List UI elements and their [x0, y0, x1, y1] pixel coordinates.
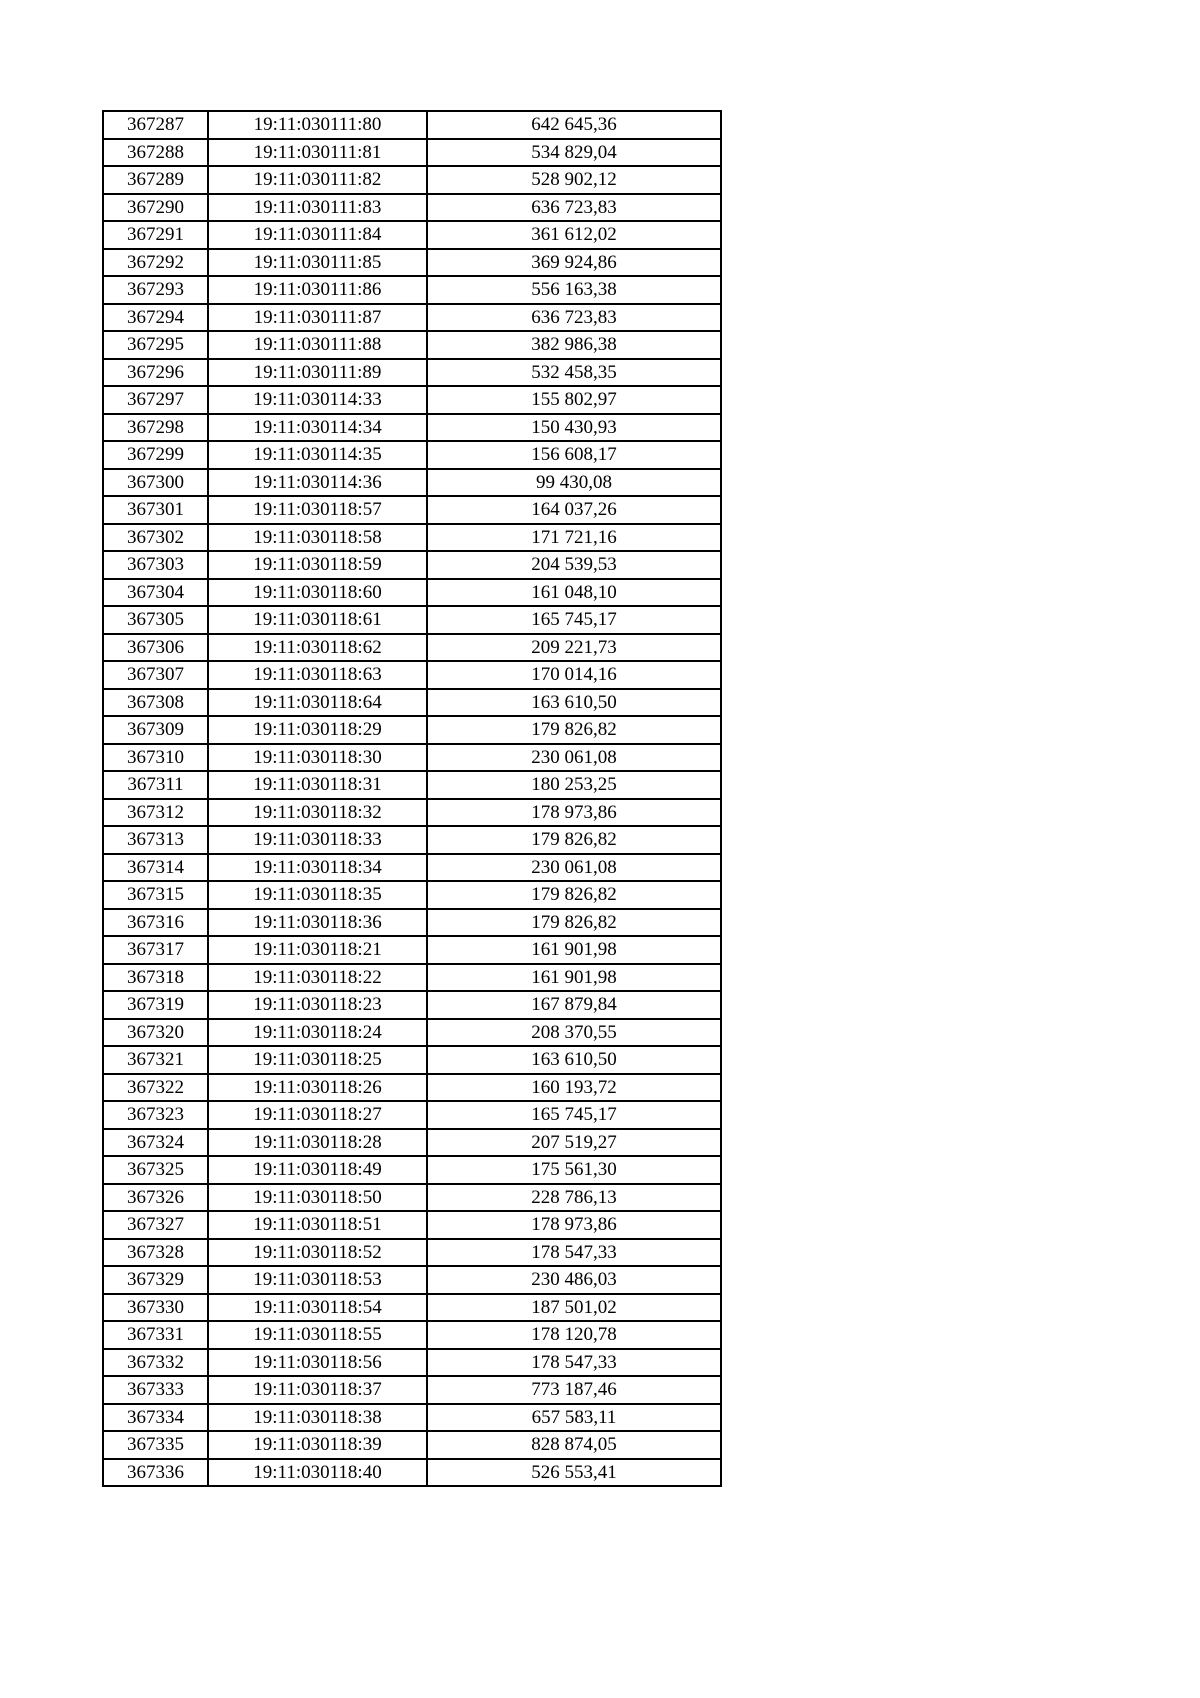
table-row — [103, 441, 721, 469]
cadastral-value-cell: 178 547,33 — [427, 1239, 721, 1267]
cadastral-number-cell: 19:11:030118:56 — [208, 1349, 427, 1377]
cadastral-number-cell: 19:11:030118:51 — [208, 1211, 427, 1239]
cadastral-number-cell: 19:11:030118:31 — [208, 771, 427, 799]
row-number-cell: 367301 — [103, 496, 208, 524]
cadastral-value-cell: 155 802,97 — [427, 386, 721, 414]
table-row — [103, 359, 721, 387]
table-row — [103, 1239, 721, 1267]
row-number-cell: 367321 — [103, 1046, 208, 1074]
cadastral-value-cell: 179 826,82 — [427, 909, 721, 937]
table-row — [103, 744, 721, 772]
row-number-cell: 367307 — [103, 661, 208, 689]
table-row — [103, 111, 721, 139]
table-row — [103, 386, 721, 414]
cadastral-value-cell: 532 458,35 — [427, 359, 721, 387]
cadastral-value-cell: 773 187,46 — [427, 1376, 721, 1404]
cadastral-value-cell: 209 221,73 — [427, 634, 721, 662]
cadastral-number-cell: 19:11:030118:59 — [208, 551, 427, 579]
row-number-cell: 367312 — [103, 799, 208, 827]
cadastral-number-cell: 19:11:030118:39 — [208, 1431, 427, 1459]
row-number-cell: 367332 — [103, 1349, 208, 1377]
row-number-cell: 367300 — [103, 469, 208, 497]
row-number-cell: 367320 — [103, 1019, 208, 1047]
table-row — [103, 1211, 721, 1239]
cadastral-number-cell: 19:11:030114:35 — [208, 441, 427, 469]
cadastral-value-cell: 642 645,36 — [427, 111, 721, 139]
cadastral-number-cell: 19:11:030118:61 — [208, 606, 427, 634]
cadastral-value-cell: 179 826,82 — [427, 826, 721, 854]
cadastral-value-cell: 230 061,08 — [427, 744, 721, 772]
row-number-cell: 367290 — [103, 194, 208, 222]
table-row — [103, 1321, 721, 1349]
cadastral-number-cell: 19:11:030118:60 — [208, 579, 427, 607]
cadastral-number-cell: 19:11:030118:52 — [208, 1239, 427, 1267]
cadastral-value-cell: 161 901,98 — [427, 964, 721, 992]
row-number-cell: 367311 — [103, 771, 208, 799]
table-row — [103, 716, 721, 744]
cadastral-value-cell: 657 583,11 — [427, 1404, 721, 1432]
table-row — [103, 524, 721, 552]
cadastral-number-cell: 19:11:030118:53 — [208, 1266, 427, 1294]
cadastral-number-cell: 19:11:030111:82 — [208, 166, 427, 194]
table-row — [103, 139, 721, 167]
row-number-cell: 367299 — [103, 441, 208, 469]
table-row — [103, 799, 721, 827]
cadastral-number-cell: 19:11:030118:28 — [208, 1129, 427, 1157]
cadastral-value-cell: 163 610,50 — [427, 1046, 721, 1074]
cadastral-value-cell: 208 370,55 — [427, 1019, 721, 1047]
row-number-cell: 367293 — [103, 276, 208, 304]
row-number-cell: 367319 — [103, 991, 208, 1019]
row-number-cell: 367324 — [103, 1129, 208, 1157]
cadastral-number-cell: 19:11:030114:34 — [208, 414, 427, 442]
cadastral-number-cell: 19:11:030111:81 — [208, 139, 427, 167]
cadastral-number-cell: 19:11:030118:21 — [208, 936, 427, 964]
cadastral-value-cell: 636 723,83 — [427, 194, 721, 222]
cadastral-number-cell: 19:11:030118:55 — [208, 1321, 427, 1349]
cadastral-number-cell: 19:11:030111:86 — [208, 276, 427, 304]
cadastral-number-cell: 19:11:030118:35 — [208, 881, 427, 909]
row-number-cell: 367287 — [103, 111, 208, 139]
cadastral-number-cell: 19:11:030118:24 — [208, 1019, 427, 1047]
cadastral-number-cell: 19:11:030111:87 — [208, 304, 427, 332]
cadastral-number-cell: 19:11:030118:40 — [208, 1459, 427, 1487]
row-number-cell: 367323 — [103, 1101, 208, 1129]
cadastral-number-cell: 19:11:030118:30 — [208, 744, 427, 772]
row-number-cell: 367316 — [103, 909, 208, 937]
cadastral-number-cell: 19:11:030118:33 — [208, 826, 427, 854]
table-row — [103, 1266, 721, 1294]
row-number-cell: 367304 — [103, 579, 208, 607]
row-number-cell: 367335 — [103, 1431, 208, 1459]
table-row — [103, 606, 721, 634]
cadastral-number-cell: 19:11:030111:84 — [208, 221, 427, 249]
cadastral-number-cell: 19:11:030118:62 — [208, 634, 427, 662]
row-number-cell: 367291 — [103, 221, 208, 249]
table-row — [103, 1074, 721, 1102]
cadastral-number-cell: 19:11:030118:36 — [208, 909, 427, 937]
cadastral-value-cell: 179 826,82 — [427, 716, 721, 744]
cadastral-value-cell: 528 902,12 — [427, 166, 721, 194]
table-row — [103, 689, 721, 717]
cadastral-number-cell: 19:11:030118:54 — [208, 1294, 427, 1322]
cadastral-value-cell: 179 826,82 — [427, 881, 721, 909]
table-row — [103, 1431, 721, 1459]
table-row — [103, 194, 721, 222]
table-row — [103, 1184, 721, 1212]
cadastral-number-cell: 19:11:030118:57 — [208, 496, 427, 524]
row-number-cell: 367289 — [103, 166, 208, 194]
row-number-cell: 367331 — [103, 1321, 208, 1349]
cadastral-value-cell: 171 721,16 — [427, 524, 721, 552]
table-row — [103, 331, 721, 359]
row-number-cell: 367318 — [103, 964, 208, 992]
cadastral-value-cell: 165 745,17 — [427, 606, 721, 634]
cadastral-number-cell: 19:11:030118:27 — [208, 1101, 427, 1129]
table-row — [103, 1129, 721, 1157]
row-number-cell: 367308 — [103, 689, 208, 717]
cadastral-number-cell: 19:11:030111:80 — [208, 111, 427, 139]
table-row — [103, 1459, 721, 1487]
table-row — [103, 249, 721, 277]
cadastral-number-cell: 19:11:030118:64 — [208, 689, 427, 717]
row-number-cell: 367310 — [103, 744, 208, 772]
cadastral-number-cell: 19:11:030111:89 — [208, 359, 427, 387]
row-number-cell: 367325 — [103, 1156, 208, 1184]
cadastral-value-cell: 828 874,05 — [427, 1431, 721, 1459]
table-row — [103, 496, 721, 524]
row-number-cell: 367317 — [103, 936, 208, 964]
row-number-cell: 367309 — [103, 716, 208, 744]
row-number-cell: 367302 — [103, 524, 208, 552]
cadastral-value-cell: 361 612,02 — [427, 221, 721, 249]
cadastral-value-cell: 161 048,10 — [427, 579, 721, 607]
table-row — [103, 991, 721, 1019]
cadastral-number-cell: 19:11:030118:50 — [208, 1184, 427, 1212]
row-number-cell: 367305 — [103, 606, 208, 634]
cadastral-number-cell: 19:11:030118:58 — [208, 524, 427, 552]
row-number-cell: 367313 — [103, 826, 208, 854]
table-row — [103, 661, 721, 689]
row-number-cell: 367329 — [103, 1266, 208, 1294]
table-row — [103, 771, 721, 799]
cadastral-number-cell: 19:11:030118:29 — [208, 716, 427, 744]
cadastral-value-cell: 156 608,17 — [427, 441, 721, 469]
table-row — [103, 304, 721, 332]
row-number-cell: 367326 — [103, 1184, 208, 1212]
row-number-cell: 367294 — [103, 304, 208, 332]
cadastral-number-cell: 19:11:030111:85 — [208, 249, 427, 277]
cadastral-value-cell: 204 539,53 — [427, 551, 721, 579]
cadastral-value-cell: 187 501,02 — [427, 1294, 721, 1322]
cadastral-value-cell: 164 037,26 — [427, 496, 721, 524]
row-number-cell: 367298 — [103, 414, 208, 442]
row-number-cell: 367328 — [103, 1239, 208, 1267]
table-row — [103, 166, 721, 194]
cadastral-value-cell: 369 924,86 — [427, 249, 721, 277]
row-number-cell: 367330 — [103, 1294, 208, 1322]
row-number-cell: 367288 — [103, 139, 208, 167]
cadastral-value-cell: 175 561,30 — [427, 1156, 721, 1184]
row-number-cell: 367334 — [103, 1404, 208, 1432]
cadastral-number-cell: 19:11:030111:88 — [208, 331, 427, 359]
table-row — [103, 1376, 721, 1404]
row-number-cell: 367314 — [103, 854, 208, 882]
cadastral-number-cell: 19:11:030118:34 — [208, 854, 427, 882]
cadastral-number-cell: 19:11:030118:63 — [208, 661, 427, 689]
row-number-cell: 367327 — [103, 1211, 208, 1239]
table-row — [103, 1019, 721, 1047]
table-row — [103, 854, 721, 882]
row-number-cell: 367303 — [103, 551, 208, 579]
row-number-cell: 367292 — [103, 249, 208, 277]
cadastral-value-cell: 207 519,27 — [427, 1129, 721, 1157]
table-row — [103, 1101, 721, 1129]
cadastral-value-table — [102, 110, 722, 1487]
cadastral-value-cell: 167 879,84 — [427, 991, 721, 1019]
table-row — [103, 579, 721, 607]
row-number-cell: 367306 — [103, 634, 208, 662]
cadastral-value-cell: 99 430,08 — [427, 469, 721, 497]
cadastral-number-cell: 19:11:030114:33 — [208, 386, 427, 414]
cadastral-number-cell: 19:11:030111:83 — [208, 194, 427, 222]
cadastral-value-cell: 382 986,38 — [427, 331, 721, 359]
cadastral-number-cell: 19:11:030118:37 — [208, 1376, 427, 1404]
table-row — [103, 1046, 721, 1074]
row-number-cell: 367295 — [103, 331, 208, 359]
row-number-cell: 367315 — [103, 881, 208, 909]
cadastral-number-cell: 19:11:030118:38 — [208, 1404, 427, 1432]
cadastral-number-cell: 19:11:030114:36 — [208, 469, 427, 497]
table-row — [103, 936, 721, 964]
table-row — [103, 634, 721, 662]
cadastral-value-cell: 165 745,17 — [427, 1101, 721, 1129]
row-number-cell: 367322 — [103, 1074, 208, 1102]
cadastral-value-cell: 178 973,86 — [427, 1211, 721, 1239]
table-row — [103, 1156, 721, 1184]
cadastral-value-cell: 556 163,38 — [427, 276, 721, 304]
table-row — [103, 469, 721, 497]
cadastral-value-cell: 178 120,78 — [427, 1321, 721, 1349]
table-row — [103, 1349, 721, 1377]
table-row — [103, 826, 721, 854]
table-row — [103, 881, 721, 909]
cadastral-value-cell: 534 829,04 — [427, 139, 721, 167]
cadastral-number-cell: 19:11:030118:22 — [208, 964, 427, 992]
row-number-cell: 367296 — [103, 359, 208, 387]
cadastral-value-cell: 160 193,72 — [427, 1074, 721, 1102]
cadastral-value-cell: 150 430,93 — [427, 414, 721, 442]
cadastral-number-cell: 19:11:030118:23 — [208, 991, 427, 1019]
cadastral-number-cell: 19:11:030118:49 — [208, 1156, 427, 1184]
cadastral-value-cell: 230 486,03 — [427, 1266, 721, 1294]
row-number-cell: 367333 — [103, 1376, 208, 1404]
cadastral-value-cell: 228 786,13 — [427, 1184, 721, 1212]
cadastral-value-cell: 180 253,25 — [427, 771, 721, 799]
row-number-cell: 367297 — [103, 386, 208, 414]
table-row — [103, 1404, 721, 1432]
table-body — [103, 111, 721, 1486]
cadastral-value-cell: 230 061,08 — [427, 854, 721, 882]
table-row — [103, 551, 721, 579]
cadastral-value-cell: 170 014,16 — [427, 661, 721, 689]
table-row — [103, 1294, 721, 1322]
cadastral-value-cell: 526 553,41 — [427, 1459, 721, 1487]
cadastral-number-cell: 19:11:030118:25 — [208, 1046, 427, 1074]
cadastral-value-cell: 163 610,50 — [427, 689, 721, 717]
cadastral-value-cell: 178 547,33 — [427, 1349, 721, 1377]
table-row — [103, 221, 721, 249]
table-row — [103, 964, 721, 992]
cadastral-value-cell: 636 723,83 — [427, 304, 721, 332]
table-row — [103, 414, 721, 442]
cadastral-number-cell: 19:11:030118:26 — [208, 1074, 427, 1102]
cadastral-number-cell: 19:11:030118:32 — [208, 799, 427, 827]
row-number-cell: 367336 — [103, 1459, 208, 1487]
table-row — [103, 909, 721, 937]
cadastral-value-cell: 178 973,86 — [427, 799, 721, 827]
cadastral-value-cell: 161 901,98 — [427, 936, 721, 964]
table-row — [103, 276, 721, 304]
